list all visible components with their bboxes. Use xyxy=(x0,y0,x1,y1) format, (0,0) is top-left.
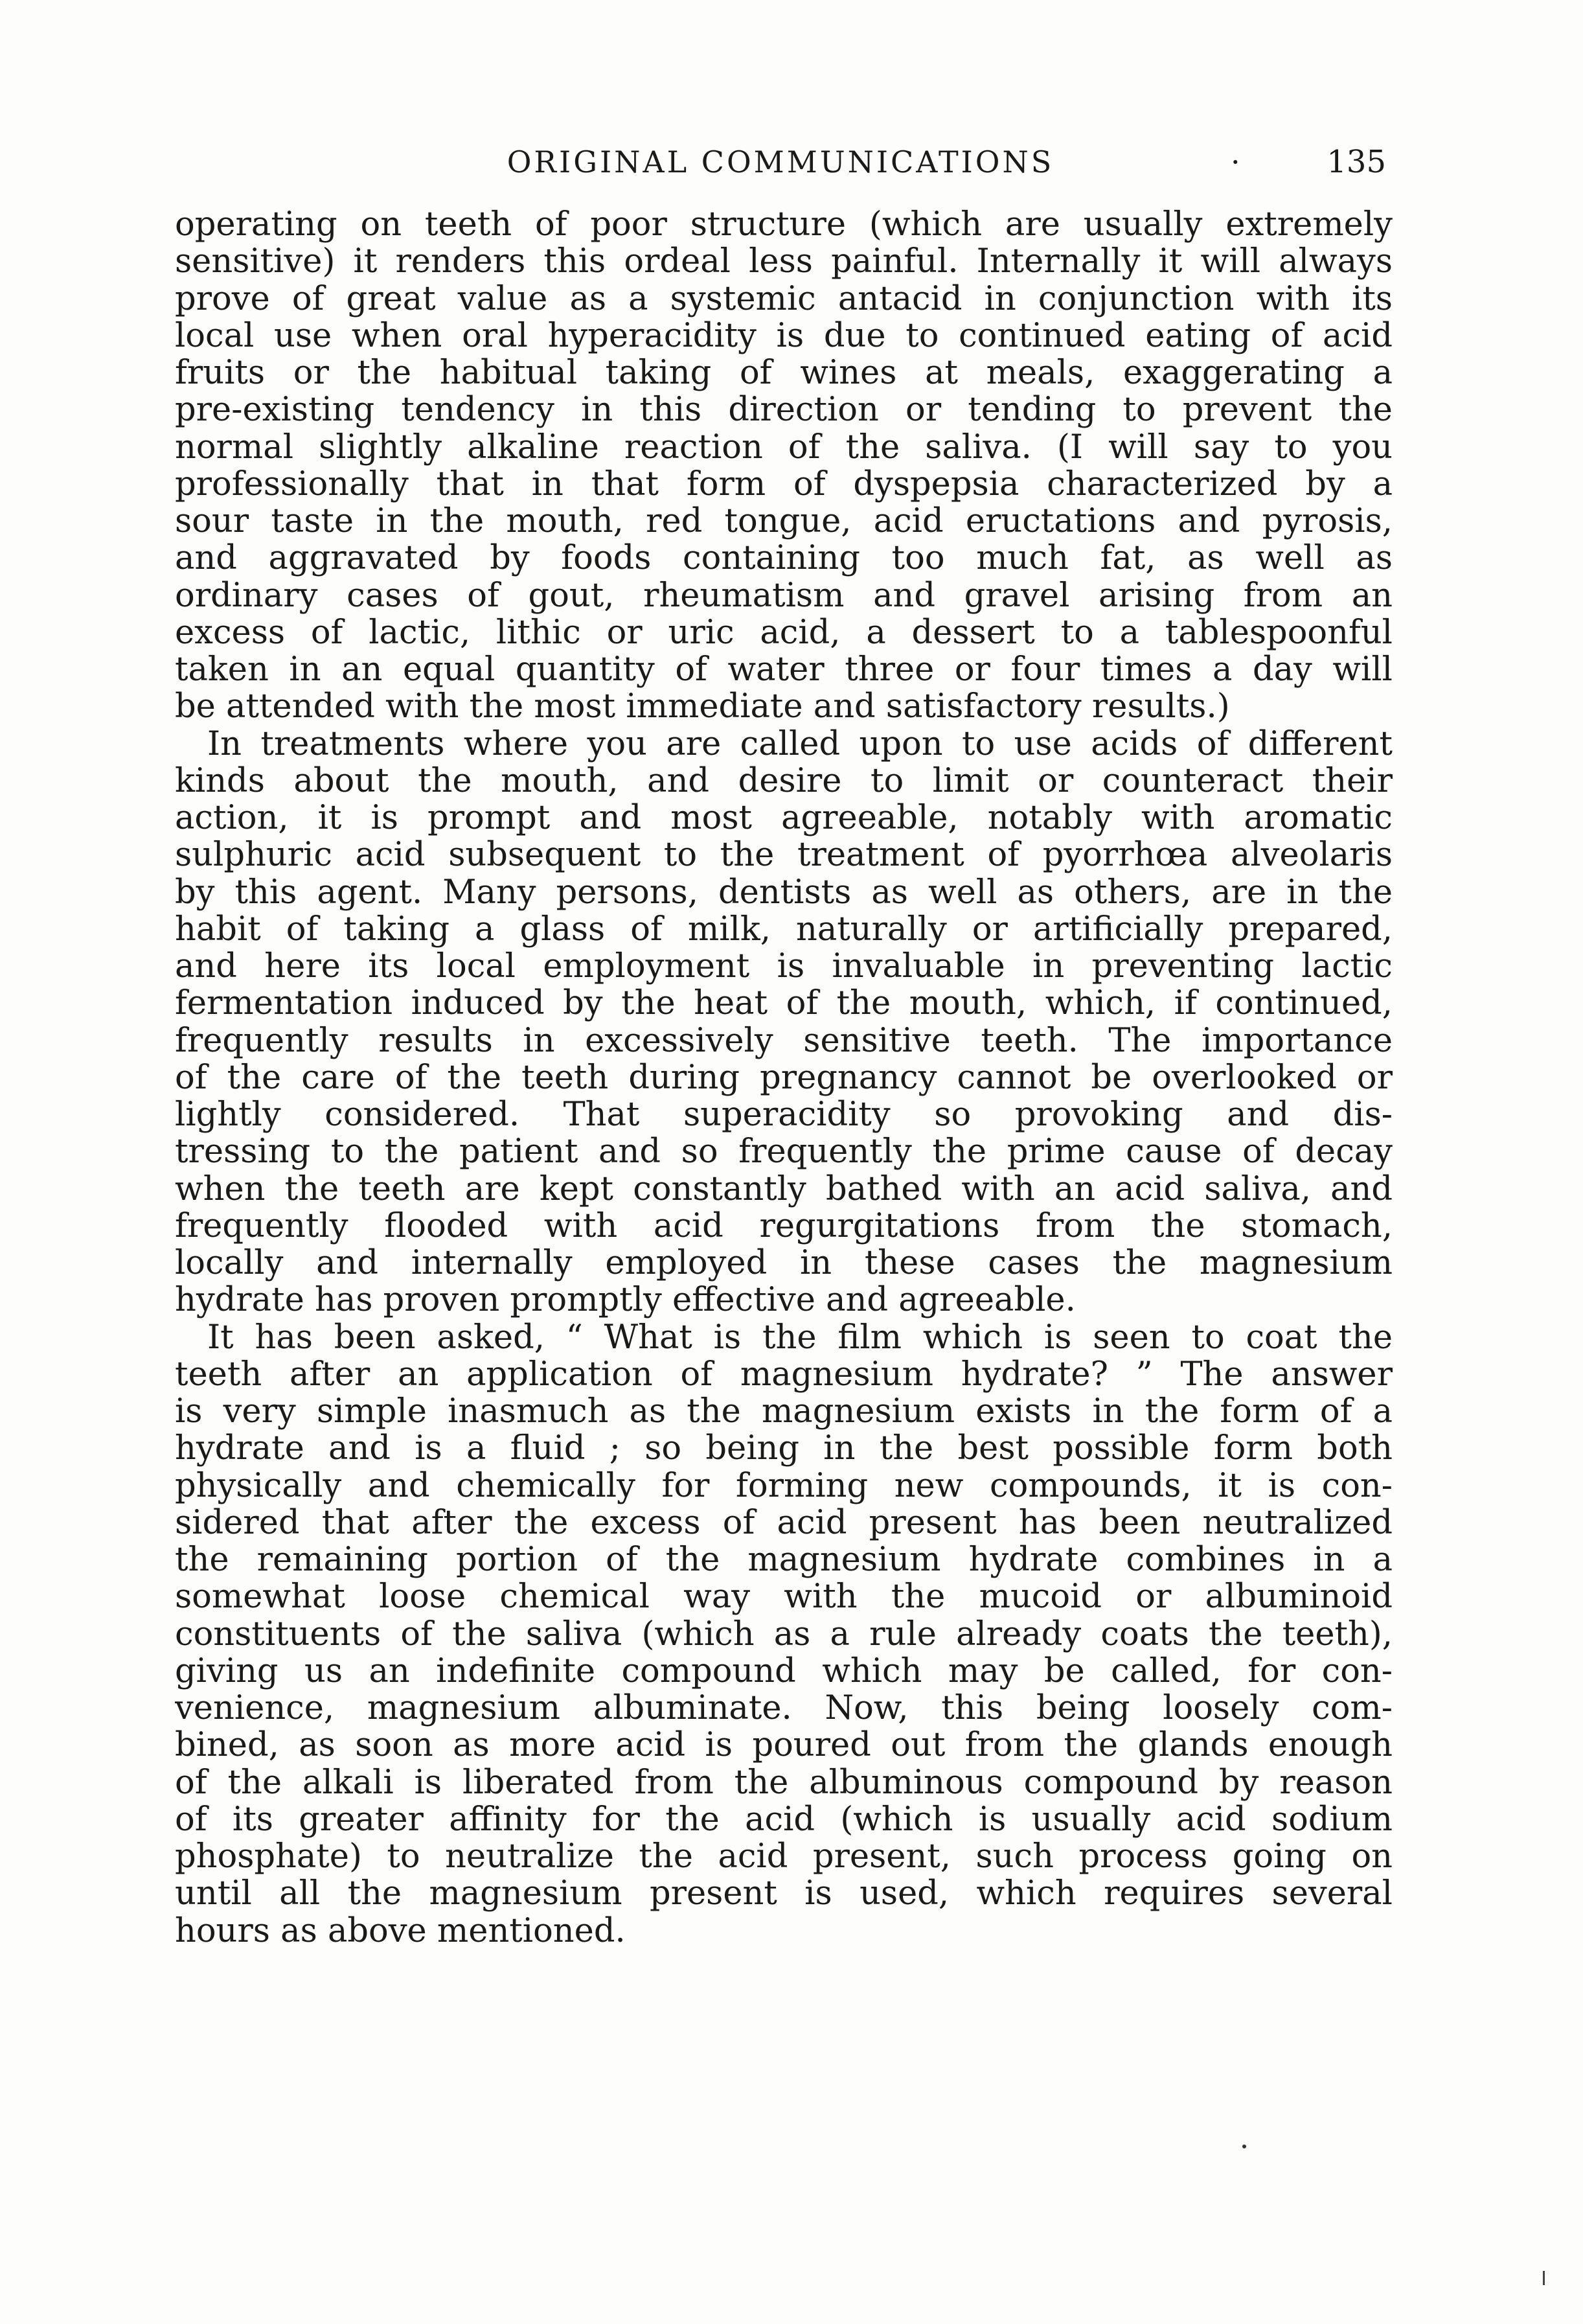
text-line: physically and chemically for forming new compounds, it is con- xyxy=(175,1467,1393,1504)
text-line: and here its local employment is invaluable in preventing lactic xyxy=(175,948,1393,985)
text-line: frequently flooded with acid regurgitations from the stomach, xyxy=(175,1207,1393,1245)
text-line: hydrate has proven promptly effective and agreeable. xyxy=(175,1282,1076,1319)
text-line: taken in an equal quantity of water three or four times a day will xyxy=(175,651,1393,689)
text-line: is very simple inasmuch as the magnesium exists in the form of a xyxy=(175,1393,1393,1431)
ink-speck xyxy=(1242,2145,1246,2148)
text-line: hydrate and is a fluid ; so being in the best possible form both xyxy=(175,1430,1393,1467)
text-line: and aggravated by foods containing too much fat, as well as xyxy=(175,540,1393,577)
text-line: action, it is prompt and most agreeable, notably with aromatic xyxy=(175,800,1393,837)
text-line: bined, as soon as more acid is poured out from the glands enough xyxy=(175,1727,1393,1764)
margin-mark xyxy=(1543,2271,1545,2285)
text-line: professionally that in that form of dyspepsia characterized by a xyxy=(175,465,1393,503)
text-line: until all the magnesium present is used, which requires several xyxy=(175,1875,1393,1913)
running-head-title: ORIGINAL COMMUNICATIONS xyxy=(507,144,1054,179)
running-head-separator: · xyxy=(1231,144,1240,179)
text-line: locally and internally employed in these cases the magnesium xyxy=(175,1245,1393,1282)
text-line: hours as above mentioned. xyxy=(175,1912,626,1950)
text-line: local use when oral hyperacidity is due to continued eating of acid xyxy=(175,317,1393,354)
text-line: lightly considered. That superacidity so provoking and dis- xyxy=(175,1096,1393,1134)
text-line: ordinary cases of gout, rheumatism and gravel arising from an xyxy=(175,577,1393,614)
text-line: kinds about the mouth, and desire to limit or counteract their xyxy=(175,762,1393,800)
text-line: sensitive) it renders this ordeal less painful. Internally it will always xyxy=(175,243,1393,281)
page-number: 135 xyxy=(1327,144,1386,180)
text-line: fermentation induced by the heat of the mouth, which, if continued, xyxy=(175,985,1393,1022)
text-line: habit of taking a glass of milk, naturally or artificially prepared, xyxy=(175,910,1393,948)
text-line: normal slightly alkaline reaction of the saliva. (I will say to you xyxy=(175,428,1393,466)
text-line: prove of great value as a systemic antacid in conjunction with its xyxy=(175,280,1393,317)
paragraph-start-line: It has been asked, “ What is the film which is seen to coat the xyxy=(207,1318,1393,1356)
text-line: teeth after an application of magnesium hydrate? ” The answer xyxy=(175,1355,1393,1393)
text-line: excess of lactic, lithic or uric acid, a dessert to a tablespoonful xyxy=(175,614,1393,651)
text-line: be attended with the most immediate and satisfactory results.) xyxy=(175,688,1230,726)
text-line: the remaining portion of the magnesium hydrate combines in a xyxy=(175,1541,1393,1579)
text-line: frequently results in excessively sensitive teeth. The importance xyxy=(175,1022,1393,1059)
text-line: sidered that after the excess of acid present has been neutralized xyxy=(175,1504,1393,1541)
text-line: when the teeth are kept constantly bathed with an acid saliva, and xyxy=(175,1170,1393,1208)
running-head xyxy=(175,136,1386,188)
text-line: sour taste in the mouth, red tongue, acid eructations and pyrosis, xyxy=(175,503,1393,540)
text-line: fruits or the habitual taking of wines at meals, exaggerating a xyxy=(175,354,1393,392)
text-line: phosphate) to neutralize the acid present, such process going on xyxy=(175,1838,1393,1876)
text-line: of the care of the teeth during pregnancy cannot be overlooked or xyxy=(175,1059,1393,1096)
text-line: sulphuric acid subsequent to the treatment of pyorrhœa alveolaris xyxy=(175,836,1393,874)
text-line: venience, magnesium albuminate. Now, this being loosely com- xyxy=(175,1690,1393,1727)
text-line: of the alkali is liberated from the albuminous compound by reason xyxy=(175,1764,1393,1801)
text-line: tressing to the patient and so frequently the prime cause of decay xyxy=(175,1133,1393,1171)
text-line: by this agent. Many persons, dentists as well as others, are in the xyxy=(175,873,1393,911)
body-text xyxy=(175,206,1393,1950)
text-line: pre-existing tendency in this direction or tending to prevent the xyxy=(175,391,1393,429)
text-line: somewhat loose chemical way with the mucoid or albuminoid xyxy=(175,1578,1393,1616)
text-line: of its greater affinity for the acid (which is usually acid sodium xyxy=(175,1801,1393,1838)
text-line: operating on teeth of poor structure (which are usually extremely xyxy=(175,206,1393,244)
text-line: constituents of the saliva (which as a rule already coats the teeth), xyxy=(175,1615,1393,1653)
text-line: giving us an indefinite compound which may be called, for con- xyxy=(175,1652,1393,1690)
paragraph-start-line: In treatments where you are called upon to use acids of different xyxy=(207,725,1393,763)
